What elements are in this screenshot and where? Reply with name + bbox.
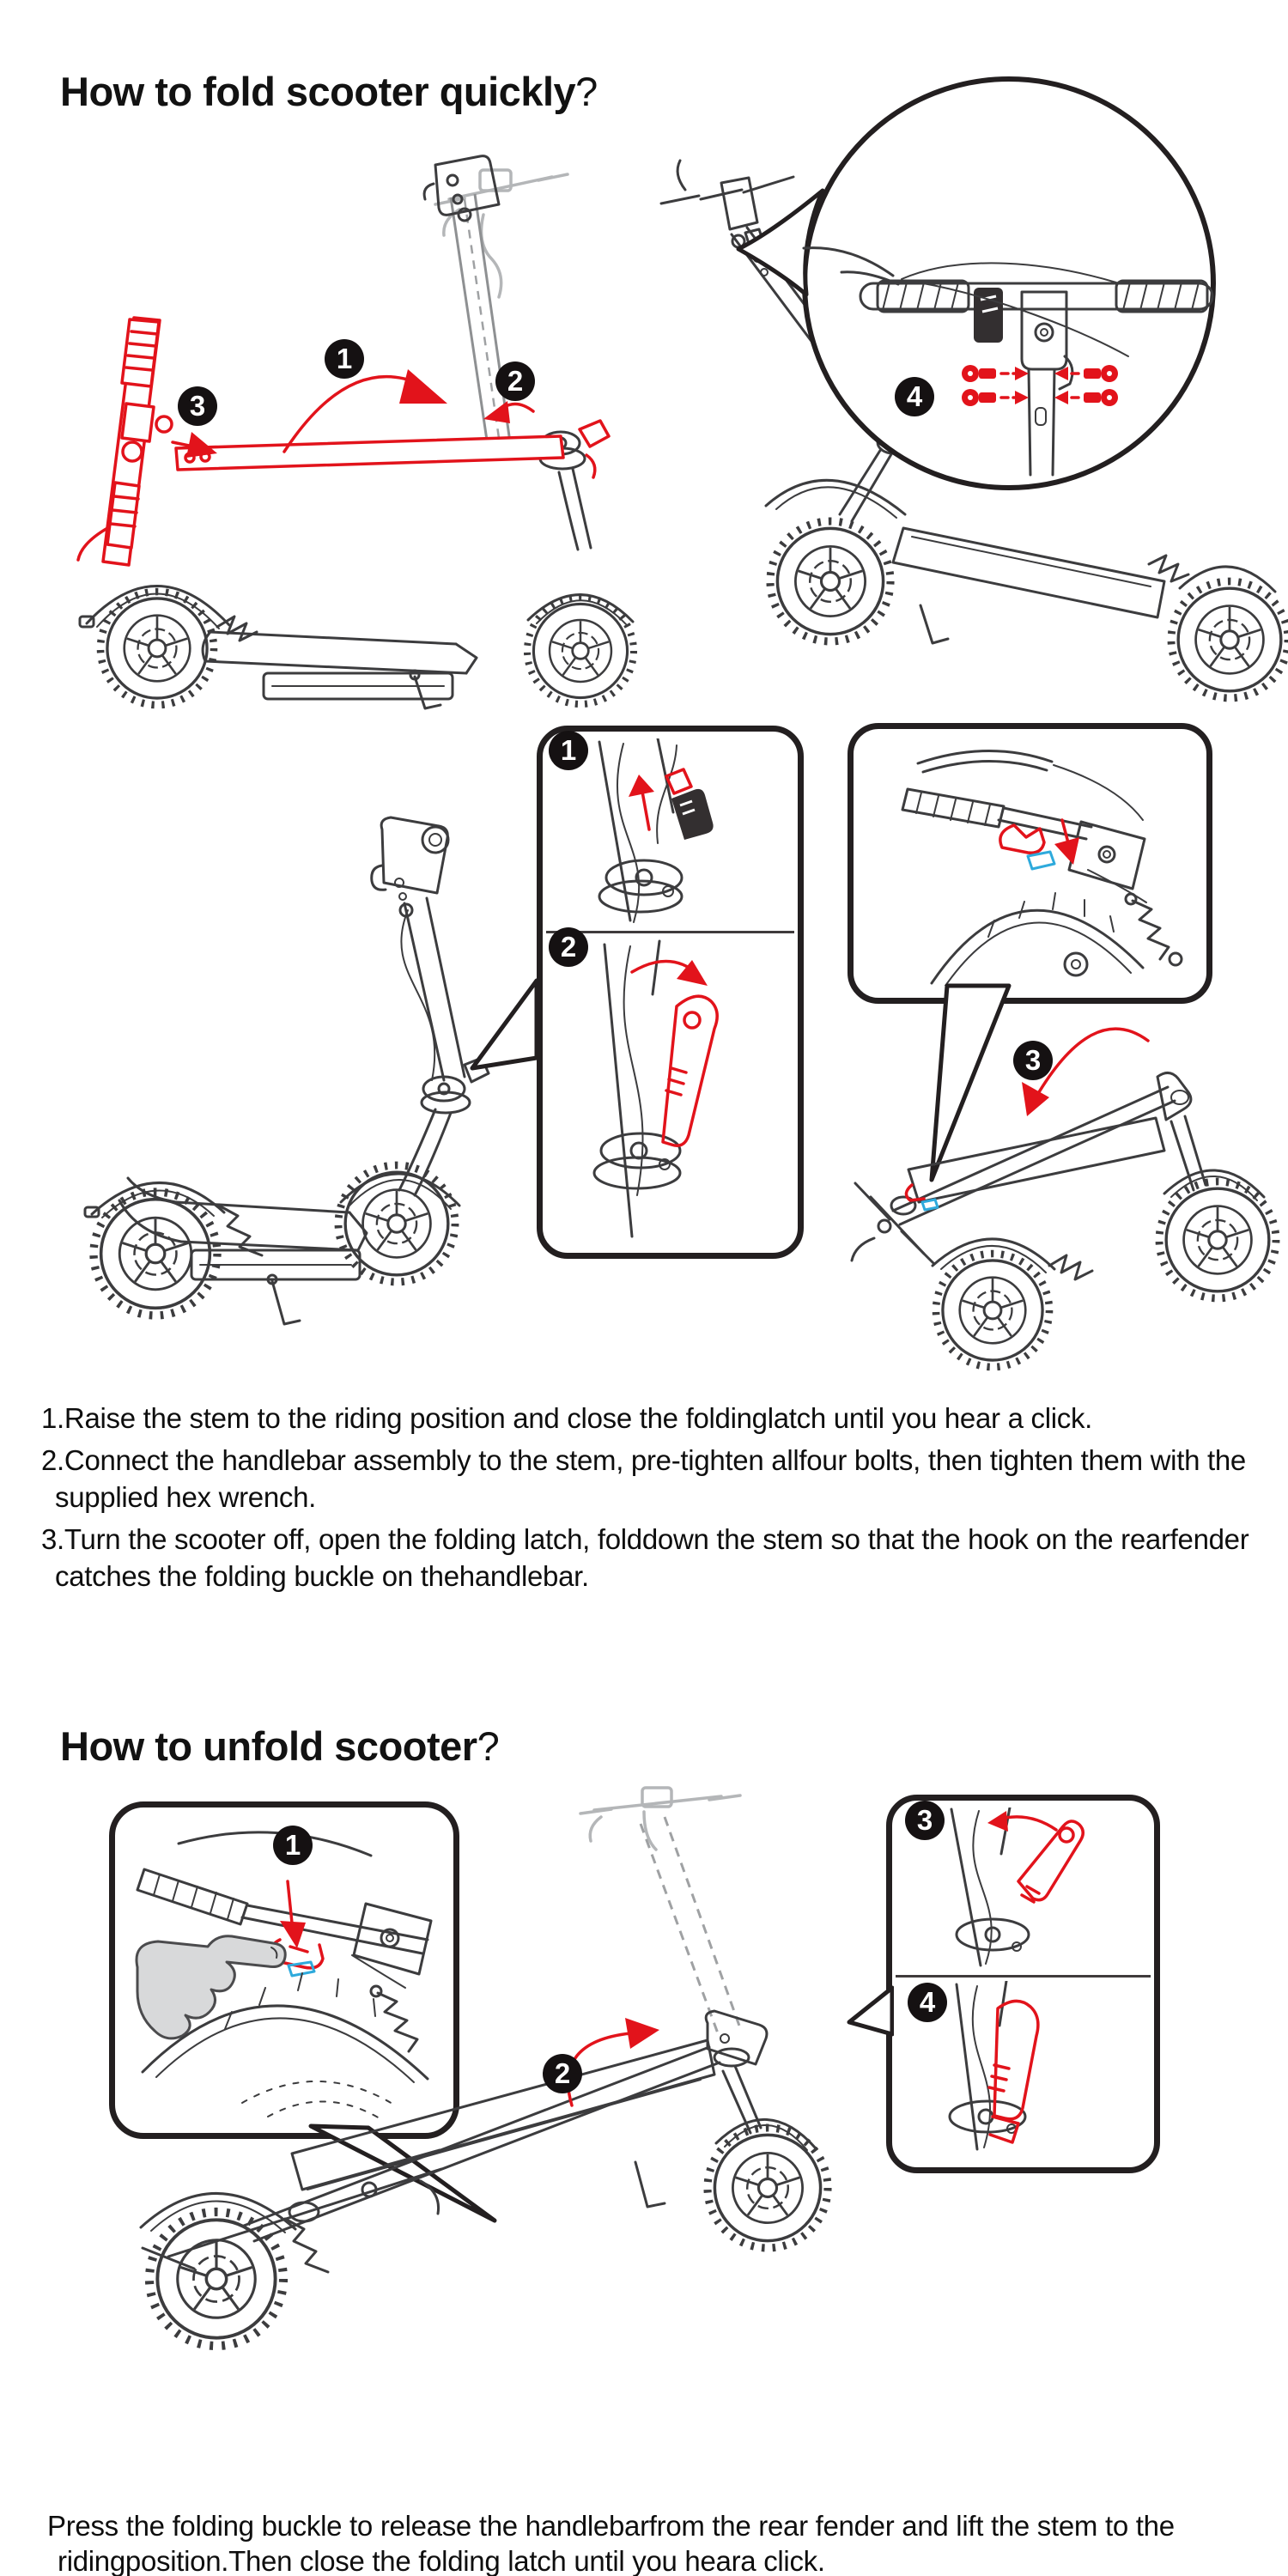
- scooter-side-view: [85, 817, 489, 1324]
- detail-badge-1: 1: [549, 731, 588, 770]
- handlebar-install-illustration: [635, 73, 1288, 717]
- folded-handlebar-red: [78, 318, 172, 565]
- step-badge-3: 3: [178, 386, 217, 426]
- detail-badge-3: 3: [1013, 1041, 1053, 1080]
- step-badge-2: 2: [495, 361, 535, 401]
- fold-step-scooter-illustration: [47, 756, 562, 1357]
- step-badge-4: 4: [895, 377, 934, 416]
- callout-pointer: [472, 981, 537, 1068]
- unfold-section-title: [60, 1722, 499, 1770]
- fender-hook-inset: [860, 734, 1200, 986]
- buckle-blue: [922, 1200, 938, 1210]
- raised-stem-ghost: [424, 156, 511, 452]
- close-latch-arrow: [642, 792, 649, 829]
- unfold-badge-1: 1: [273, 1826, 313, 1865]
- latch-lever: [671, 789, 714, 840]
- unfold-scooter-illustration: [86, 1786, 859, 2387]
- fold-overview-illustration: [47, 146, 648, 713]
- panel-divider: [896, 1975, 1151, 1978]
- folded-stem-red: [176, 421, 609, 477]
- ghost-raised-handlebar: [580, 1788, 740, 2033]
- fold-title-question-mark: ?: [575, 69, 598, 115]
- unfold-title-question-mark: ?: [477, 1723, 500, 1770]
- unfold-panel-pointer: [837, 1978, 894, 2044]
- fold-step-2: 2.Connect the handlebar assembly to the stem, pre-tighten allfour bolts, then tighten them with the supplied hex wrench.: [41, 1444, 1246, 1513]
- fender-hook-panel: [848, 723, 1212, 1004]
- unfold-instruction-text: Press the folding buckle to release the handlebarfrom the rear fender and lift the stem to the ridingposition.Then close the folding latch until you heara click.: [47, 2510, 1175, 2576]
- unfold-title-text: How to unfold scooter: [60, 1723, 477, 1770]
- step-badge-1: 1: [325, 339, 364, 379]
- open-latch-lever: [663, 996, 717, 1145]
- scooter-body: [80, 432, 634, 708]
- folding-scooter: [852, 1072, 1276, 1367]
- panel-divider: [546, 931, 794, 933]
- fold-down-illustration: [824, 981, 1288, 1384]
- unfold-badge-2: 2: [543, 2054, 582, 2093]
- fold-title-text: How to fold scooter quickly: [60, 69, 576, 115]
- detail-badge-2: 2: [549, 927, 588, 967]
- fold-step-3: 3.Turn the scooter off, open the folding latch, folddown the stem so that the hook on the rearfender catches the folding buckle on thehandlebar.: [41, 1523, 1249, 1592]
- fold-section-title: [60, 68, 598, 115]
- fold-steps-list: [41, 1400, 1254, 1600]
- folded-scooter-body: [141, 2011, 828, 2346]
- latch-open-inset: [550, 938, 791, 1244]
- folding-hook: [1000, 825, 1044, 853]
- zoom-circle-callout: [738, 79, 1213, 488]
- latch-close-inset: [550, 738, 791, 924]
- unfold-badge-3: 3: [905, 1801, 945, 1840]
- unfold-badge-4: 4: [908, 1983, 947, 2022]
- fold-latch-detail-panel: [537, 726, 804, 1259]
- fold-step-1: 1.Raise the stem to the riding position and close the foldinglatch until you hear a click.: [41, 1402, 1093, 1434]
- folding-buckle: [1028, 852, 1054, 869]
